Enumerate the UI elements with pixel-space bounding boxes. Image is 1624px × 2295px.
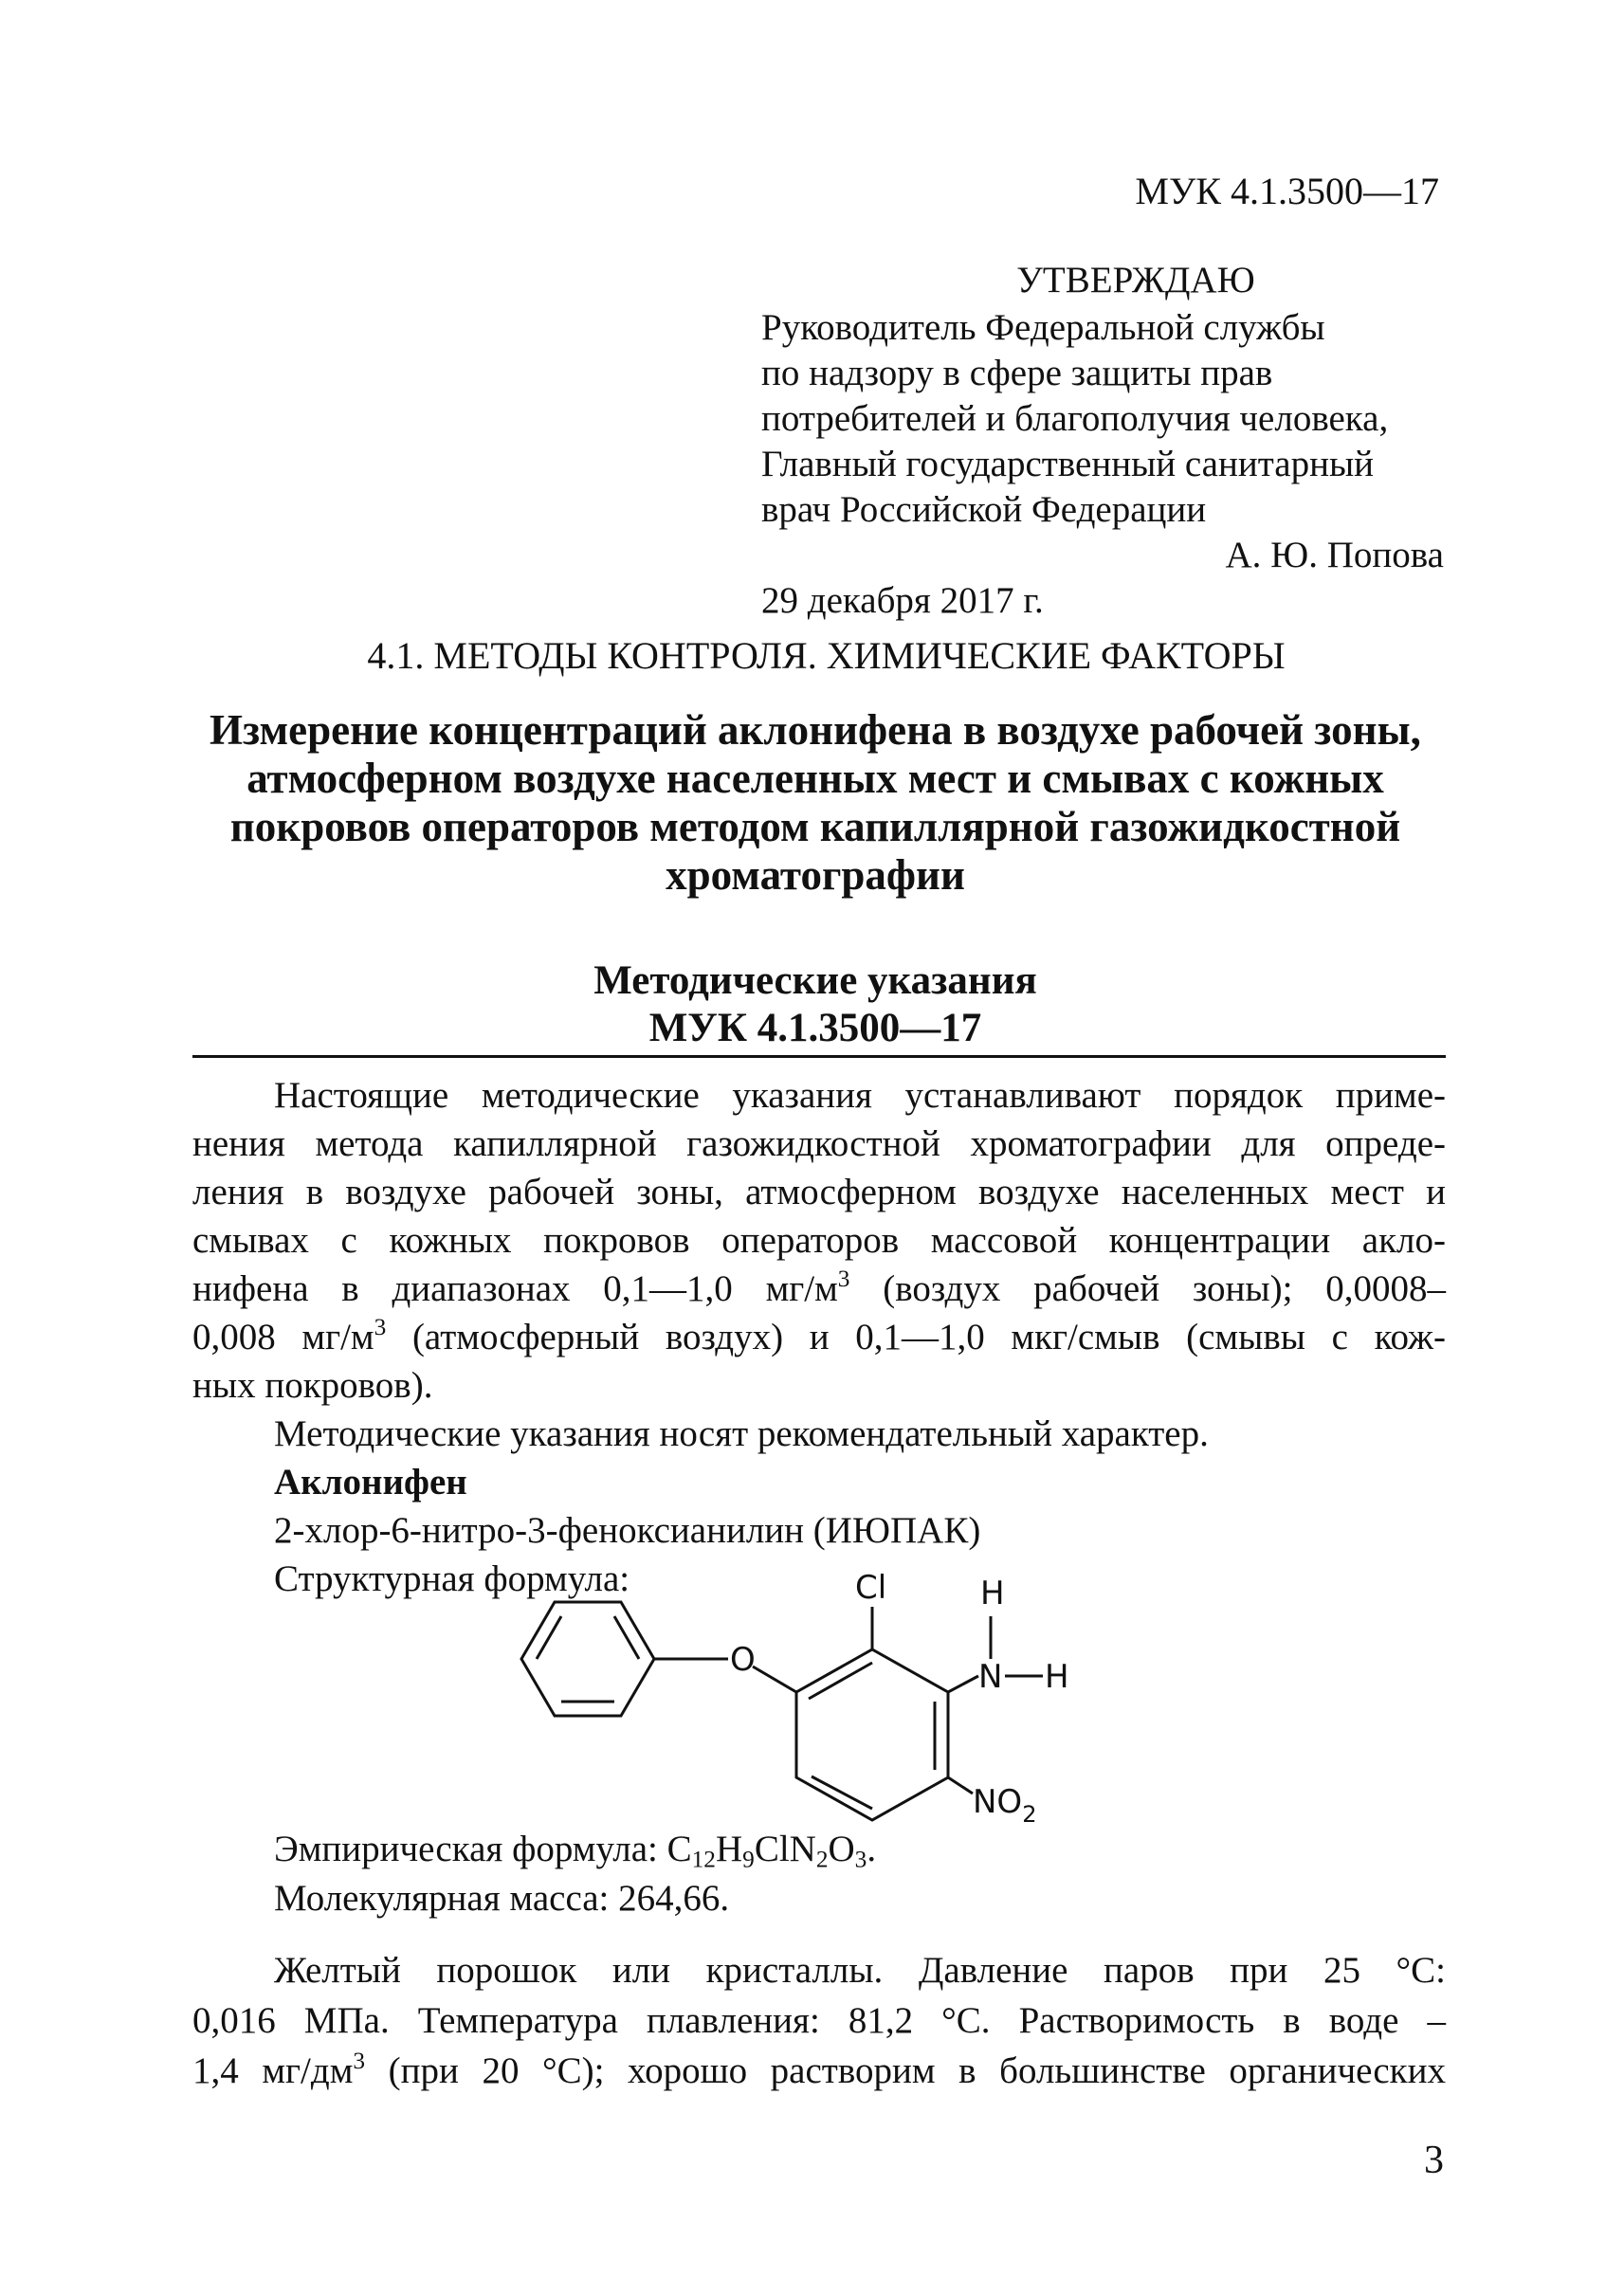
superscript: 3 <box>353 2047 366 2074</box>
section-title: 4.1. МЕТОДЫ КОНТРОЛЯ. ХИМИЧЕСКИЕ ФАКТОРЫ <box>367 634 1286 677</box>
page-number: 3 <box>1424 2139 1444 2182</box>
approval-line: Главный государственный санитарный <box>761 444 1375 484</box>
description-line <box>192 2046 1446 2096</box>
iupac-name: 2-хлор-6-нитро-3-феноксианилин (ИЮПАК) <box>274 1510 981 1551</box>
formula-subscript: 9 <box>742 1846 755 1873</box>
approval-title: УТВЕРЖДАЮ <box>1016 260 1255 301</box>
formula-part: . <box>867 1829 877 1869</box>
approval-line: потребителей и благополучия человека, <box>761 398 1389 439</box>
phenyl-double-bond <box>537 1616 561 1659</box>
intro-line: ных покровов). <box>192 1365 433 1406</box>
description-line: 0,016 МПа. Температура плавления: 81,2 °С. Растворимость в воде – <box>192 2000 1446 2041</box>
hydrogen-atom-label: H <box>1045 1658 1069 1696</box>
nitro-group-label <box>973 1783 1036 1828</box>
intro-line: ления в воздухе рабочей зоны, атмосферном воздухе населенных мест и <box>192 1172 1446 1212</box>
structural-formula-diagram <box>493 1564 1081 1830</box>
description-paragraph <box>192 1945 1446 2096</box>
formula-subscript: 12 <box>691 1846 716 1873</box>
approval-line: врач Российской Федерации <box>761 489 1207 530</box>
nitro-group-text: NO <box>973 1783 1023 1821</box>
formula-info <box>274 1825 876 1923</box>
intro-line: Настоящие методические указания устанавливают порядок приме- <box>274 1075 1446 1116</box>
formula-subscript: 2 <box>815 1846 829 1873</box>
aniline-ring <box>796 1649 948 1820</box>
intro-paragraph <box>192 1071 1446 1603</box>
nitrogen-atom-label: N <box>978 1658 1003 1696</box>
intro-line <box>192 1313 1446 1361</box>
empirical-formula <box>274 1825 876 1874</box>
approval-signer: А. Ю. Попова <box>1225 535 1444 575</box>
intro-line <box>192 1265 1446 1313</box>
recommendation-text: Методические указания носят рекомендательный характер. <box>274 1413 1209 1454</box>
intro-text: 0,008 мг/м <box>192 1317 374 1357</box>
approval-line: Руководитель Федеральной службы <box>761 307 1325 348</box>
bond-oxygen-ring <box>753 1667 796 1692</box>
intro-text: нифена в диапазонах 0,1—1,0 мг/м <box>192 1268 838 1309</box>
approval-date: 29 декабря 2017 г. <box>761 580 1044 621</box>
guidelines-label: Методические указания <box>593 958 1037 1003</box>
intro-text: (воздух рабочей зоны); 0,0008– <box>849 1268 1446 1309</box>
phenyl-ring <box>521 1602 654 1716</box>
formula-part: C <box>666 1829 692 1869</box>
description-text: 1,4 мг/дм <box>192 2050 354 2091</box>
empirical-label: Эмпирическая формула: <box>274 1829 667 1869</box>
substance-name: Аклонифен <box>274 1462 467 1503</box>
structure-label: Структурная формула: <box>274 1558 630 1599</box>
bond-ring-nitrogen <box>948 1676 978 1692</box>
phenyl-ring-outline <box>521 1602 654 1716</box>
document-title: Измерение концентраций аклонифена в воздухе рабочей зоны, атмосферном воздухе населенных мест и смывах с кожных покровов операторов методом капиллярной газожидкостной хроматографии <box>210 706 1421 899</box>
superscript: 3 <box>837 1265 850 1292</box>
aniline-ring-outline <box>796 1649 948 1820</box>
superscript: 3 <box>374 1313 387 1340</box>
bond-ring-nitro <box>948 1777 973 1794</box>
description-text: (при 20 °С); хорошо растворим в большинстве органических <box>365 2050 1446 2091</box>
formula-part: ClN <box>754 1829 816 1869</box>
intro-line: смывах с кожных покровов операторов массовой концентрации акло- <box>192 1220 1446 1261</box>
guidelines-heading <box>171 957 1460 1052</box>
approval-block <box>761 258 1444 624</box>
title-divider <box>192 1055 1446 1058</box>
chlorine-atom-label: Cl <box>855 1569 887 1607</box>
formula-part: H <box>715 1829 743 1869</box>
approval-line: по надзору в сфере защиты прав <box>761 353 1273 393</box>
description-line: Желтый порошок или кристаллы. Давление паров при 25 °С: <box>274 1950 1446 1991</box>
hydrogen-atom-label: H <box>980 1575 1005 1612</box>
phenyl-double-bond <box>614 1616 639 1659</box>
nitro-subscript: 2 <box>1022 1801 1037 1828</box>
document-code-header: МУК 4.1.3500—17 <box>1135 170 1439 212</box>
formula-subscript: 3 <box>854 1846 867 1873</box>
intro-text: (атмосферный воздух) и 0,1—1,0 мкг/смыв (смывы с кож- <box>386 1317 1446 1357</box>
guidelines-code: МУК 4.1.3500—17 <box>648 1006 982 1050</box>
intro-line: нения метода капиллярной газожидкостной хроматографии для опреде- <box>192 1123 1446 1164</box>
formula-part: O <box>828 1829 855 1869</box>
molar-mass: Молекулярная масса: 264,66. <box>274 1878 730 1919</box>
oxygen-atom-label: O <box>730 1641 756 1679</box>
